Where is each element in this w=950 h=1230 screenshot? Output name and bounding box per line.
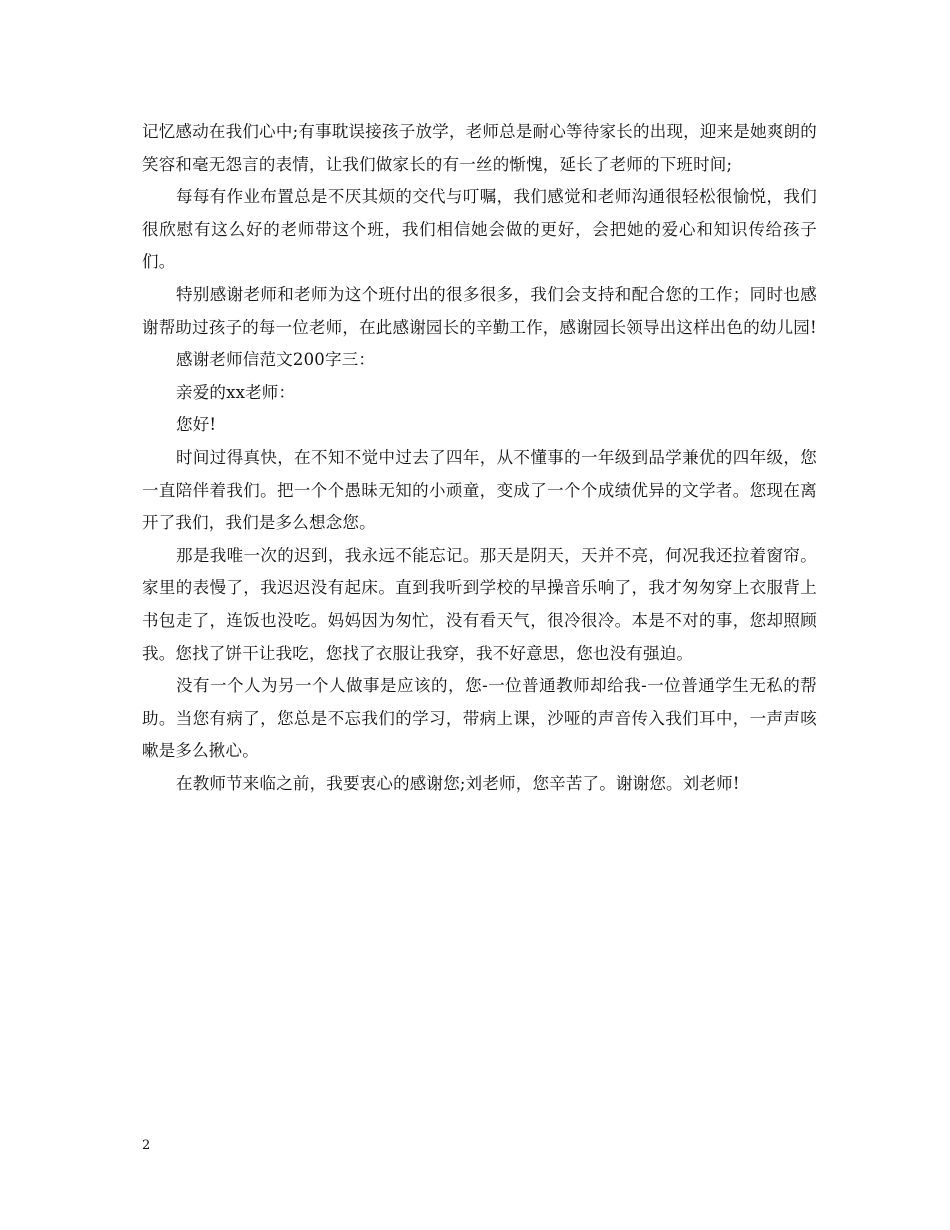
paragraph-thanks: 特别感谢老师和老师为这个班付出的很多很多，我们会支持和配合您的工作；同时也感谢帮助过孩子的每一位老师，在此感谢园长的辛勤工作，感谢园长领导出这样出色的幼儿园! bbox=[142, 284, 817, 337]
greeting: 您好! bbox=[176, 415, 217, 435]
document-body bbox=[142, 116, 817, 800]
paragraph-late: 那是我唯一次的迟到，我永远不能忘记。那天是阴天，天并不亮，何况我还拉着窗帘。家里的表慢了，我迟迟没有起床。直到我听到学校的早操音乐响了，我才匆匆穿上衣服背上书包走了，连饭也没吃。妈妈因为匆忙，没有看天气，很冷很冷。本是不对的事，您却照顾我。您找了饼干让我吃，您找了衣服让我穿，我不好意思，您也没有强迫。 bbox=[142, 545, 817, 663]
paragraph-time: 时间过得真快，在不知不觉中过去了四年，从不懂事的一年级到品学兼优的四年级，您一直陪伴着我们。把一个个愚昧无知的小顽童，变成了一个个成绩优异的文学者。您现在离开了我们，我们是多么想念您。 bbox=[142, 447, 817, 533]
paragraph-help: 没有一个人为另一个人做事是应该的，您-一位普通教师却给我-一位普通学生无私的帮助。当您有病了，您总是不忘我们的学习，带病上课，沙哑的声音传入我们耳中，一声声咳嗽是多么揪心。 bbox=[142, 676, 817, 761]
paragraph-homework: 每每有作业布置总是不厌其烦的交代与叮嘱，我们感觉和老师沟通很轻松很愉悦，我们很欣慰有这么好的老师带这个班，我们相信她会做的更好，会把她的爱心和知识传给孩子们。 bbox=[142, 187, 817, 272]
section-heading: 感谢老师信范文200字三： bbox=[176, 350, 376, 370]
salutation: 亲爱的xx老师： bbox=[176, 382, 296, 402]
paragraph-continued: 记忆感动在我们心中;有事耽误接孩子放学，老师总是耐心等待家长的出现，迎来是她爽朗的笑容和毫无怨言的表情，让我们做家长的有一丝的惭愧，延长了老师的下班时间; bbox=[142, 122, 817, 174]
paragraph-closing: 在教师节来临之前，我要衷心的感谢您;刘老师，您辛苦了。谢谢您。刘老师! bbox=[176, 773, 740, 793]
page-number: 2 bbox=[142, 1138, 151, 1153]
